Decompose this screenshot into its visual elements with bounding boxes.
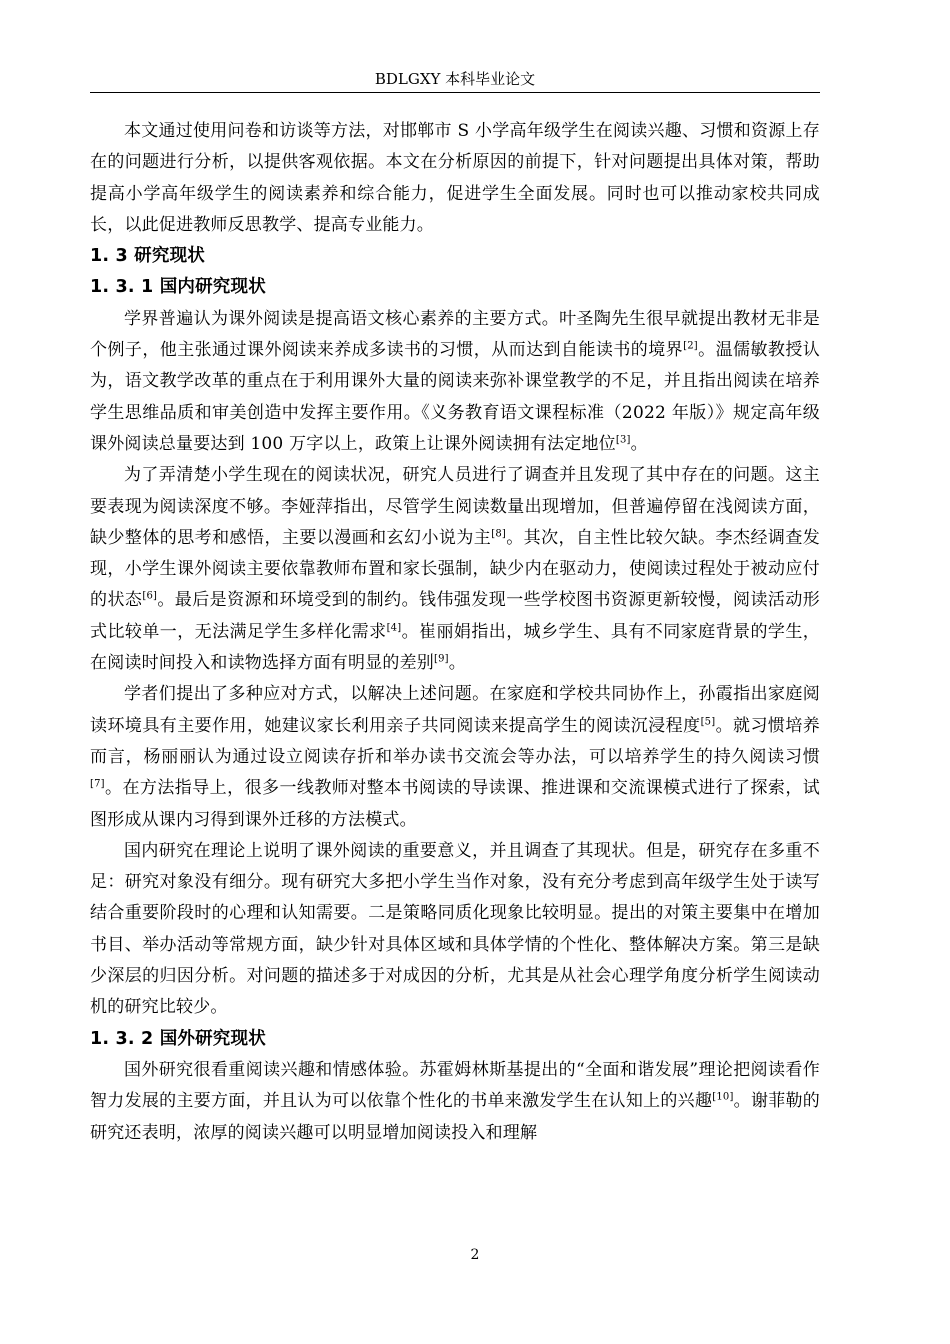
citation-ref: [5] (700, 715, 716, 727)
text-run: 。温儒敏教授认为，语文教学改革的重点在于利用课外大量的阅读来弥补课堂教学的不足，并且指出阅读在培养学生思维品质和审美创造中发挥主要作用。《义务教育语文课程标准（2022 年版）》规定高年级课外阅读总量要达到 100 万字以上，政策上让课外阅读拥有法定地位 (90, 340, 820, 454)
citation-ref: [2] (683, 340, 698, 352)
citation-ref: [3] (615, 434, 631, 446)
citation-ref: [7] (90, 778, 105, 790)
header-rule (90, 92, 820, 93)
section-heading-1-3-1: 1. 3. 1 国内研究现状 (90, 277, 266, 298)
running-header: BDLGXY 本科毕业论文 (374, 70, 536, 88)
paragraph-domestic-problems (90, 460, 820, 679)
text-run: 学界普遍认为课外阅读是提高语文核心素养的主要方式。叶圣陶先生很早就提出教材无非是个例子，他主张通过课外阅读来养成多读书的习惯，从而达到自能读书的境界 (90, 308, 820, 361)
text-run: 为了弄清楚小学生现在的阅读状况，研究人员进行了调查并且发现了其中存在的问题。这主要表现为阅读深度不够。李娅萍指出，尽管学生阅读数量出现增加，但普遍停留在浅阅读方面，缺少整体的思考和感悟，主要以漫画和玄幻小说为主 (90, 465, 820, 548)
page-body (90, 116, 820, 1149)
text-run: 。谢菲勒的研究还表明，浓厚的阅读兴趣可以明显增加阅读投入和理解 (90, 1091, 821, 1143)
text-run: 。 (630, 433, 648, 454)
text-run: 国外研究很看重阅读兴趣和情感体验。苏霍姆林斯基提出的“全面和谐发展”理论把阅读看作智力发展的主要方面，并且认为可以依靠个性化的书单来激发学生在认知上的兴趣 (90, 1059, 820, 1112)
citation-ref: [4] (386, 622, 402, 634)
paragraph-domestic-theory (90, 304, 820, 460)
text-run: 。 (448, 653, 466, 674)
citation-ref: [9] (434, 653, 449, 665)
text-run: 。最后是资源和环境受到的制约。钱伟强发现一些学校图书资源更新较慢，阅读活动形式比较单一，无法满足学生多样化需求 (90, 590, 820, 642)
section-heading-1-3-2: 1. 3. 2 国外研究现状 (90, 1028, 266, 1049)
text-run: 。就习惯培养而言，杨丽丽认为通过设立阅读存折和举办读书交流会等办法，可以培养学生的持久阅读习惯 (90, 715, 820, 767)
citation-ref: [8] (491, 528, 506, 540)
text-run: 。其次，自主性比较欠缺。李杰经调查发现，小学生课外阅读主要依靠教师布置和家长强制，缺少内在驱动力，使阅读过程处于被动应付的状态 (90, 527, 820, 611)
paragraph-domestic-solutions (90, 679, 820, 835)
text-run: 学者们提出了多种应对方式，以解决上述问题。在家庭和学校共同协作上，孙霞指出家庭阅读环境具有主要作用，她建议家长利用亲子共同阅读来提高学生的阅读沉浸程度 (90, 684, 820, 736)
page-number: 2 (470, 1247, 480, 1263)
paragraph-foreign-research (90, 1055, 820, 1149)
text-run: 。崔丽娟指出，城乡学生、具有不同家庭背景的学生，在阅读时间投入和读物选择方面有明显的差别 (90, 621, 820, 674)
citation-ref: [6] (142, 590, 158, 602)
citation-ref: [10] (712, 1091, 734, 1103)
paragraph-purpose: 本文通过使用问卷和访谈等方法，对邯郸市 S 小学高年级学生在阅读兴趣、习惯和资源上存在的问题进行分析，以提供客观依据。本文在分析原因的前提下，针对问题提出具体对策，帮助提高小学高年级学生的阅读素养和综合能力，促进学生全面发展。同时也可以推动家校共同成长，以此促进教师反思教学、提高专业能力。 (90, 121, 820, 235)
paragraph-domestic-shortcomings: 国内研究在理论上说明了课外阅读的重要意义，并且调查了其现状。但是，研究存在多重不足：研究对象没有细分。现有研究大多把小学生当作对象，没有充分考虑到高年级学生处于读写结合重要阶段时的心理和认知需要。二是策略同质化现象比较明显。提出的对策主要集中在增加书目、举办活动等常规方面，缺少针对具体区域和具体学情的个性化、整体解决方案。第三是缺少深层的归因分析。对问题的描述多于对成因的分析，尤其是从社会心理学角度分析学生阅读动机的研究比较少。 (90, 840, 820, 1018)
text-run: 。在方法指导上，很多一线教师对整本书阅读的导读课、推进课和交流课模式进行了探索，试图形成从课内习得到课外迁移的方法模式。 (90, 778, 820, 830)
section-heading-1-3: 1. 3 研究现状 (90, 246, 205, 267)
